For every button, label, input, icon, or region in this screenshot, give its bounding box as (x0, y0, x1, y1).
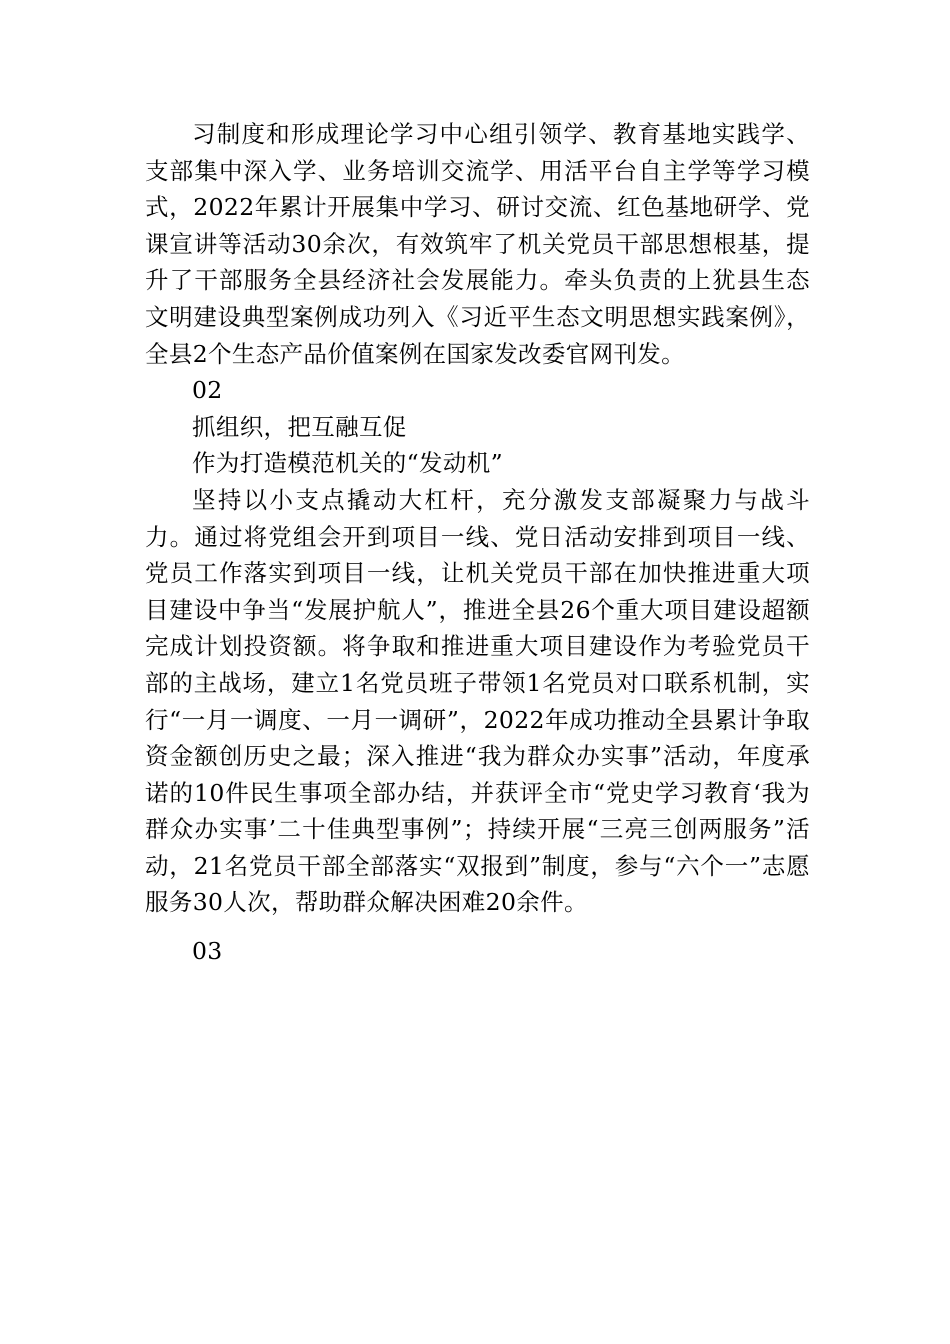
section-number-02: 02 (192, 376, 223, 405)
section-subheading-engine: 作为打造模范机关的“发动机” (192, 449, 503, 478)
paragraph-projects: 坚持以小支点撬动大杠杆，充分激发支部凝聚力与战斗力。通过将党组会开到项目一线、党日活动安排到项目一线、党员工作落实到项目一线，让机关党员干部在加快推进重大项目建设中争当“发展护航人”，推进全县26个重大项目建设超额完成计划投资额。将争取和推进重大项目建设作为考验党员干部的主战场，建立1名党员班子带领1名党员对口联系机制，实行“一月一调度、一月一调研”，2022年成功推动全县累计争取资金额创历史之最；深入推进“我为群众办实事”活动，年度承诺的10件民生事项全部办结，并获评全市“党史学习教育‘我为群众办实事’二十佳典型事例”；持续开展“三亮三创两服务”活动，21名党员干部全部落实“双报到”制度，参与“六个一”志愿服务30人次，帮助群众解决困难20余件。 (145, 485, 810, 917)
section-heading-organization: 抓组织，把互融互促 (192, 412, 407, 441)
section-number-03: 03 (192, 937, 223, 966)
document-body (145, 116, 810, 970)
paragraph-study-system: 习制度和形成理论学习中心组引领学、教育基地实践学、支部集中深入学、业务培训交流学、用活平台自主学等学习模式，2022年累计开展集中学习、研讨交流、红色基地研学、党课宣讲等活动30余次，有效筑牢了机关党员干部思想根基，提升了干部服务全县经济社会发展能力。牵头负责的上犹县生态文明建设典型案例成功列入《习近平生态文明思想实践案例》，全县2个生态产品价值案例在国家发改委官网刊发。 (145, 120, 810, 368)
